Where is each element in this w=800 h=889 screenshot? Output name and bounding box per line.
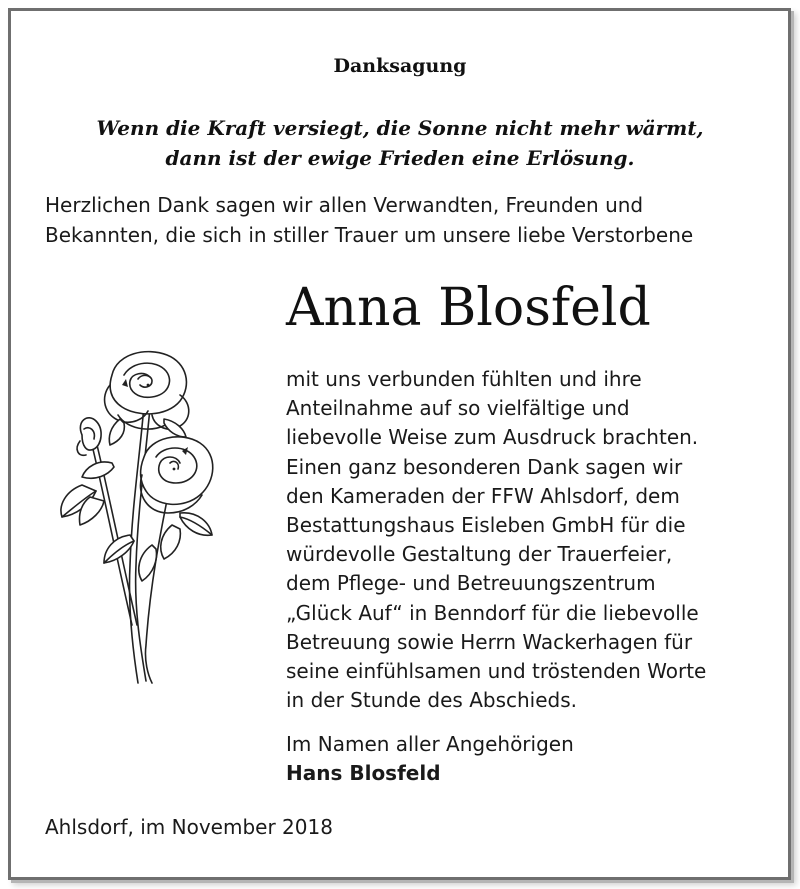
intro-line-2: Bekannten, die sich in stiller Trauer um unsere liebe Verstorbene — [45, 223, 694, 247]
quote-line-2: dann ist der ewige Frieden eine Erlösung. — [165, 146, 635, 170]
thanks-body — [286, 365, 766, 715]
body-line: den Kameraden der FFW Ahlsdorf, dem — [286, 483, 680, 508]
intro-text — [45, 190, 775, 250]
body-line: liebevolle Weise zum Ausdruck brachten. — [286, 425, 699, 450]
body-line: mit uns verbunden fühlten und ihre — [286, 367, 642, 391]
memorial-quote — [0, 113, 800, 173]
body-line: würdevolle Gestaltung der Trauerfeier, — [286, 542, 673, 567]
signer-name: Hans Blosfeld — [286, 761, 441, 785]
body-line: Betreuung sowie Herrn Wackerhagen für — [286, 629, 693, 654]
deceased-name: Anna Blosfeld — [286, 278, 651, 338]
body-line: dem Pflege- und Betreuungszentrum — [286, 571, 656, 596]
notice-heading: Danksagung — [333, 55, 467, 77]
body-line: „Glück Auf“ in Benndorf für die liebevolle — [286, 600, 699, 625]
body-line: seine einfühlsamen und tröstenden Worte — [286, 659, 707, 684]
closing-line: Im Namen aller Angehörigen — [286, 732, 574, 756]
body-line: in der Stunde des Abschieds. — [286, 688, 577, 713]
intro-line-1: Herzlichen Dank sagen wir allen Verwandten, Freunden und — [45, 193, 644, 217]
body-line: Anteilnahme auf so vielfältige und — [286, 396, 630, 421]
body-line: Bestattungshaus Eisleben GmbH für die — [286, 513, 686, 538]
body-line: Einen ganz besonderen Dank sagen wir — [286, 454, 683, 479]
roses-illustration — [52, 345, 222, 690]
place-date: Ahlsdorf, im November 2018 — [45, 815, 333, 839]
quote-line-1: Wenn die Kraft versiegt, die Sonne nicht mehr wärmt, — [96, 116, 704, 140]
closing-block — [286, 730, 574, 788]
